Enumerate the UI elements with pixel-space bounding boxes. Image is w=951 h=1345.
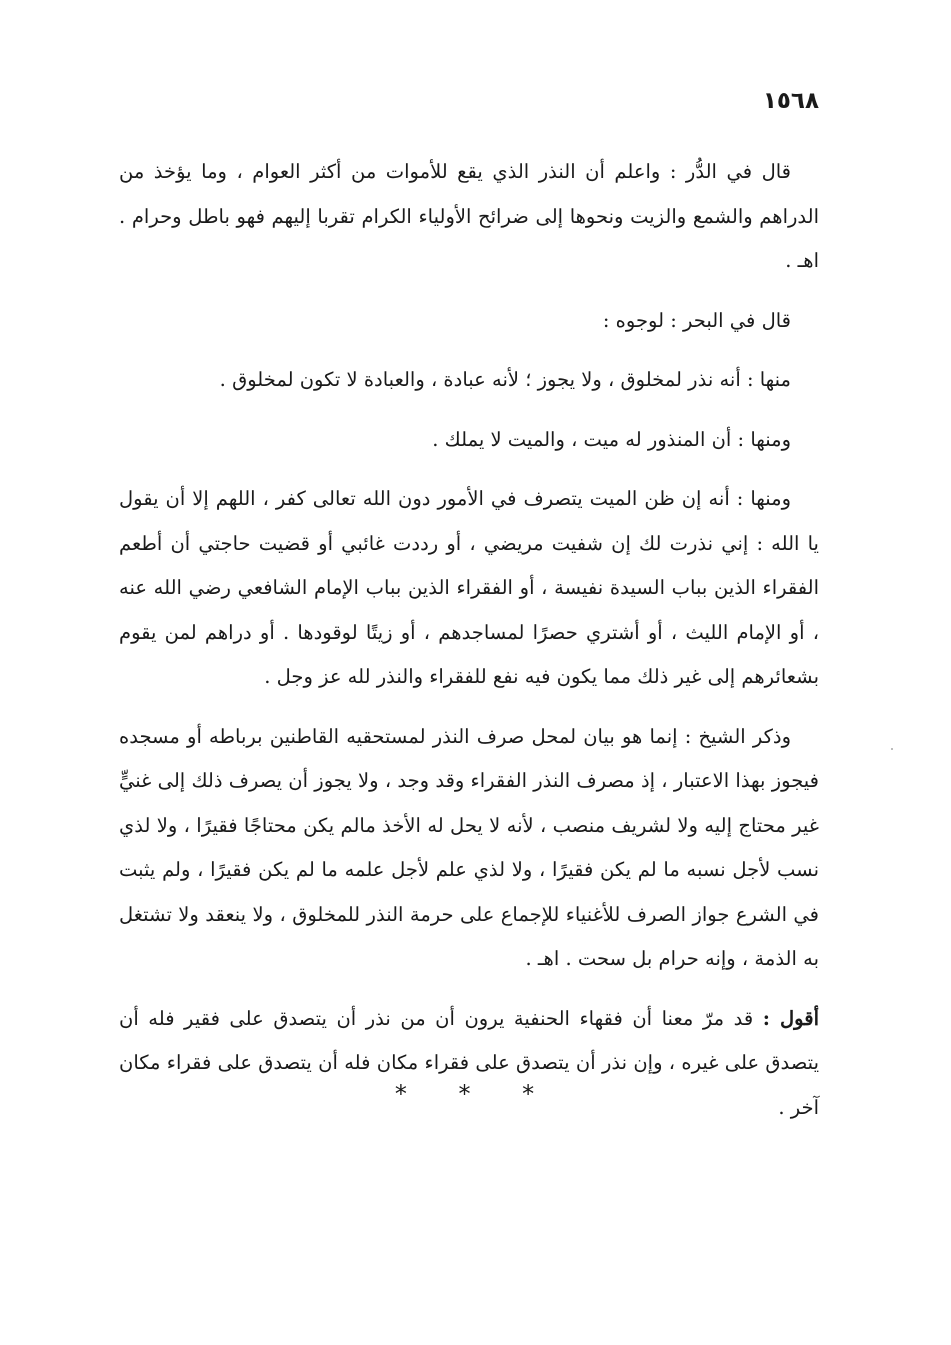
paragraph-reason-two: ومنها : أن المنذور له ميت ، والميت لا يملك . <box>432 427 791 451</box>
paragraph-shaykh-statement: وذكر الشيخ : إنما هو بيان لمحل صرف النذر لمستحقيه القاطنين برباطه أو مسجده فيجوز بهذا الاعتبار ، إذ مصرف النذر الفقراء وقد وجد ، ولا يجوز أن يصرف ذلك إلى غنيٍّ غير محتاج إليه ولا لشريف منصب ، لأنه لا يحل له الأخذ مالم يكن محتاجًا فقيرًا ، ولا لذي نسب لأجل نسبه ما لم يكن فقيرًا ، ولا لذي علم لأجل علمه ما لم يكن فقيرًا ، ولم يثبت في الشرع جواز الصرف للأغنياء للإجماع على حرمة النذر للمخلوق ، ولا ينعقد ولا تشتغل به الذمة ، وإنه حرام بل سحت . اهـ . <box>119 724 819 970</box>
paragraph-reason-one: منها : أنه نذر لمخلوق ، ولا يجوز ؛ لأنه عبادة ، والعبادة لا تكون لمخلوق . <box>219 368 791 391</box>
paragraph-author-comment <box>119 997 819 1131</box>
paragraph-durr-quote: قال في الدُّر : واعلم أن النذر الذي يقع للأموات من أكثر العوام ، وما يؤخذ من الدراهم والشمع والزيت ونحوها إلى ضرائح الأولياء الكرام تقربا إليهم فهو باطل وحرام . اهـ . <box>119 160 819 272</box>
author-comment-text: قد مرّ معنا أن فقهاء الحنفية يرون أن من نذر أن يتصدق على فقير فله أن يتصدق على غيره ، وإن نذر أن يتصدق على فقراء مكان فله أن يتصدق على فقراء مكان آخر . <box>119 1006 819 1119</box>
paragraph-bahr-intro: قال في البحر : لوجوه : <box>602 308 791 332</box>
page-number: ١٥٦٨ <box>762 88 819 114</box>
author-comment-lead: أقول : <box>762 1006 820 1030</box>
paragraph-reason-three: ومنها : أنه إن ظن الميت يتصرف في الأمور دون الله تعالى كفر ، اللهم إلا أن يقول يا الله : إني نذرت لك إن شفيت مريضي ، أو رددت غائبي أو قضيت حاجتي أن أطعم الفقراء الذين بباب السيدة نفيسة ، أو الفقراء الذين بباب الإمام الشافعي رضي الله عنه ، أو الإمام الليث ، أو أشتري حصرًا لمساجدهم ، أو زيتًا لوقودها . أو دراهم لمن يقوم بشعائرهم إلى غير ذلك مما يكون فيه نفع للفقراء والنذر لله عز وجل . <box>119 487 819 688</box>
section-separator: * * * <box>394 1080 557 1108</box>
margin-mark <box>891 748 893 750</box>
page-body <box>119 150 819 1130</box>
